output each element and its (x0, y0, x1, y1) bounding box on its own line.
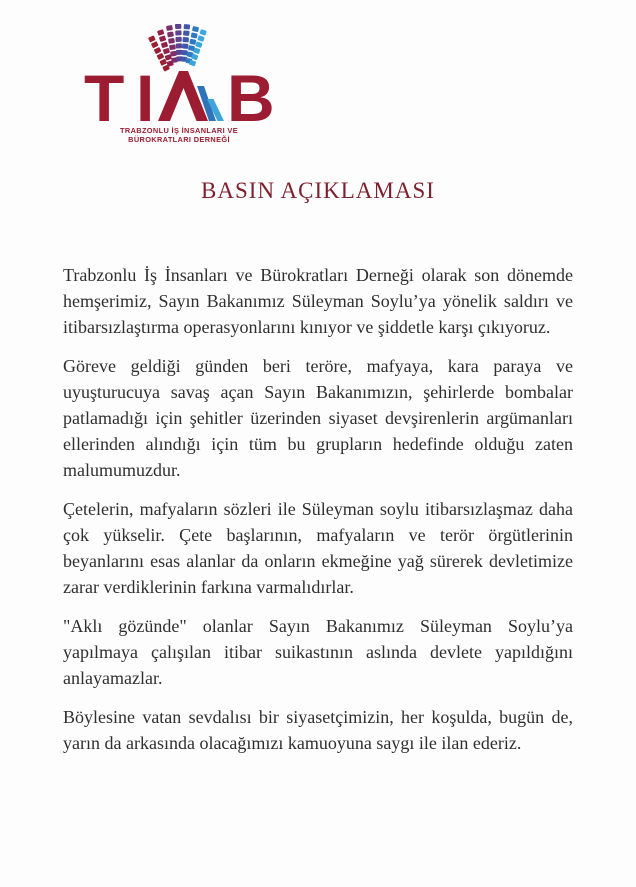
logo-letter-i: I (136, 61, 155, 135)
paragraph-3: Çetelerin, mafyaların sözleri ile Süleyman soylu itibarsızlaşmaz daha çok yükselir. Çete başlarının, mafyaların ve terör örgütlerinin beyanlarını esas alanlar da onların ekmeğine yağ sürerek devletimize zarar verdiklerinin farkına varmalıdırlar. (63, 499, 573, 597)
logo-letter-t: T (84, 61, 125, 135)
tiab-logo-graphic (84, 24, 274, 149)
logo-tagline-line2: BÜROKRATLARI DERNEĞİ (128, 135, 230, 144)
paragraph-5: Böylesine vatan sevdalısı bir siyasetçimizin, her koşulda, bugün de, yarın da arkasında olacağımızı kamuoyuna saygı ile ilan ederiz. (63, 707, 573, 753)
paragraph-2: Göreve geldiği günden beri teröre, mafyaya, kara paraya ve uyuşturucuya savaş açan Sayın Bakanımızın, şehirlerde bombalar patlamadığı için şehitler üzerinden siyaset devşirenlerin argümanları ellerinden alındığı için tüm bu grupların hedefinde olduğu zaten malumumuzdur. (63, 356, 573, 480)
logo-letter-a-icon (158, 71, 224, 121)
document-title: BASIN AÇIKLAMASI (201, 178, 435, 203)
logo-tagline-line1: TRABZONLU İŞ İNSANLARI VE (120, 126, 238, 135)
mosaic-fan-icon (148, 24, 207, 72)
logo-letter-b: B (227, 61, 274, 135)
paragraph-4: "Aklı gözünde" olanlar Sayın Bakanımız Süleyman Soylu’ya yapılmaya çalışılan itibar suikastının aslında devlete yapıldığını anlayamazlar. (63, 616, 573, 688)
document-body (63, 262, 573, 769)
tiab-logo (84, 24, 274, 149)
paragraph-1: Trabzonlu İş İnsanları ve Bürokratları Derneği olarak son dönemde hemşerimiz, Sayın Bakanımız Süleyman Soylu’ya yönelik saldırı ve itibarsızlaştırma operasyonlarını kınıyor ve şiddetle karşı çıkıyoruz. (63, 265, 573, 337)
